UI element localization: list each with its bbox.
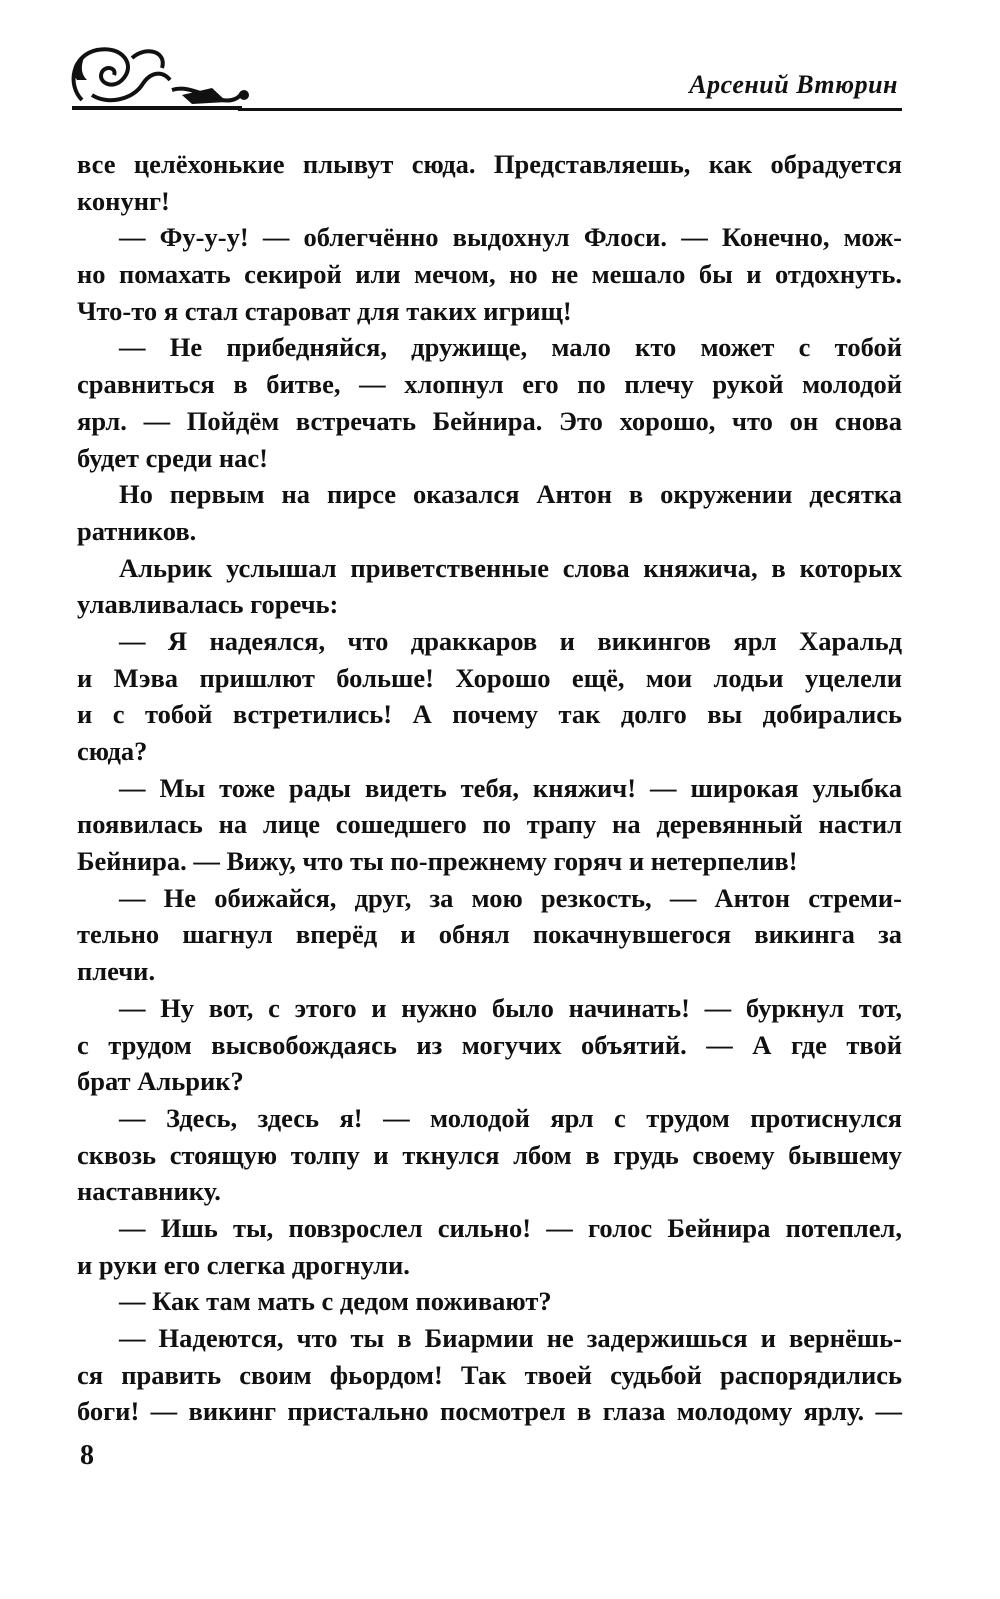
text-line: — Ишь ты, повзрослел сильно! — голос Бейнира потеплел, <box>119 1212 902 1243</box>
text-line: боги! — викинг пристально посмотрел в глаза молодому ярлу. — <box>77 1396 902 1427</box>
text-line: с трудом высвобождаясь из могучих объятий. — А где твой <box>77 1029 902 1060</box>
text-line: — Не обижайся, друг, за мою резкость, — Антон стреми- <box>119 882 902 913</box>
body-text <box>77 146 902 1430</box>
text-line: плечи. <box>77 956 156 987</box>
text-line: ярл. — Пойдём встречать Бейнира. Это хорошо, что он снова <box>77 405 902 436</box>
text-line: и руки его слегка дрогнули. <box>77 1249 410 1280</box>
text-line: — Я надеялся, что драккаров и викингов ярл Харальд <box>119 625 902 656</box>
text-line: сквозь стоящую толпу и ткнулся лбом в грудь своему бывшему <box>77 1139 902 1170</box>
text-line: сюда? <box>77 736 148 766</box>
text-line: — Мы тоже рады видеть тебя, княжич! — широкая улыбка <box>119 772 902 803</box>
text-line: будет среди нас! <box>77 442 268 473</box>
text-line: Бейнира. — Вижу, что ты по-прежнему горяч и нетерпелив! <box>77 846 798 877</box>
text-line: все целёхонькие плывут сюда. Представляешь, как обрадуется <box>77 149 902 179</box>
text-line: брат Альрик? <box>77 1066 244 1097</box>
text-line: — Здесь, здесь я! — молодой ярл с трудом протиснулся <box>119 1102 902 1133</box>
text-line: Альрик услышал приветственные слова княжича, в которых <box>119 552 902 583</box>
text-line: — Фу-у-у! — облегчённо выдохнул Флоси. — Конечно, мож- <box>119 222 902 253</box>
text-line: сравниться в битве, — хлопнул его по плечу рукой молодой <box>77 369 902 400</box>
text-line: наставнику. <box>77 1176 221 1207</box>
text-line: и Мэва пришлют больше! Хорошо ещё, мои лодьи уцелели <box>77 662 902 693</box>
text-line: ся править своим фьордом! Так твоей судьбой распорядились <box>77 1359 902 1390</box>
text-line: — Как там мать с дедом поживают? <box>119 1286 552 1317</box>
text-line: — Не прибедняйся, дружище, мало кто может с тобой <box>119 332 902 363</box>
text-line: ратников. <box>77 515 197 546</box>
text-line: Что-то я стал староват для таких игрищ! <box>77 295 572 326</box>
text-line: — Ну вот, с этого и нужно было начинать! — буркнул тот, <box>119 992 902 1023</box>
text-line: появилась на лице сошедшего по трапу на деревянный настил <box>77 809 902 840</box>
text-line: и с тобой встретились! А почему так долго вы добирались <box>77 699 902 730</box>
text-line: улавливалась горечь: <box>77 589 339 620</box>
text-line: Но первым на пирсе оказался Антон в окружении десятка <box>119 479 902 510</box>
ornament-icon <box>62 40 252 115</box>
header-rule <box>238 108 902 111</box>
text-line: — Надеются, что ты в Биармии не задержишься и вернёшь- <box>119 1323 902 1353</box>
running-header-author: Арсений Втюрин <box>689 70 898 99</box>
text-line: конунг! <box>77 185 170 216</box>
page-number: 8 <box>80 1440 94 1471</box>
text-line: тельно шагнул вперёд и обнял покачнувшегося викинга за <box>77 919 902 950</box>
text-line: но помахать секирой или мечом, но не мешало бы и отдохнуть. <box>77 259 902 290</box>
